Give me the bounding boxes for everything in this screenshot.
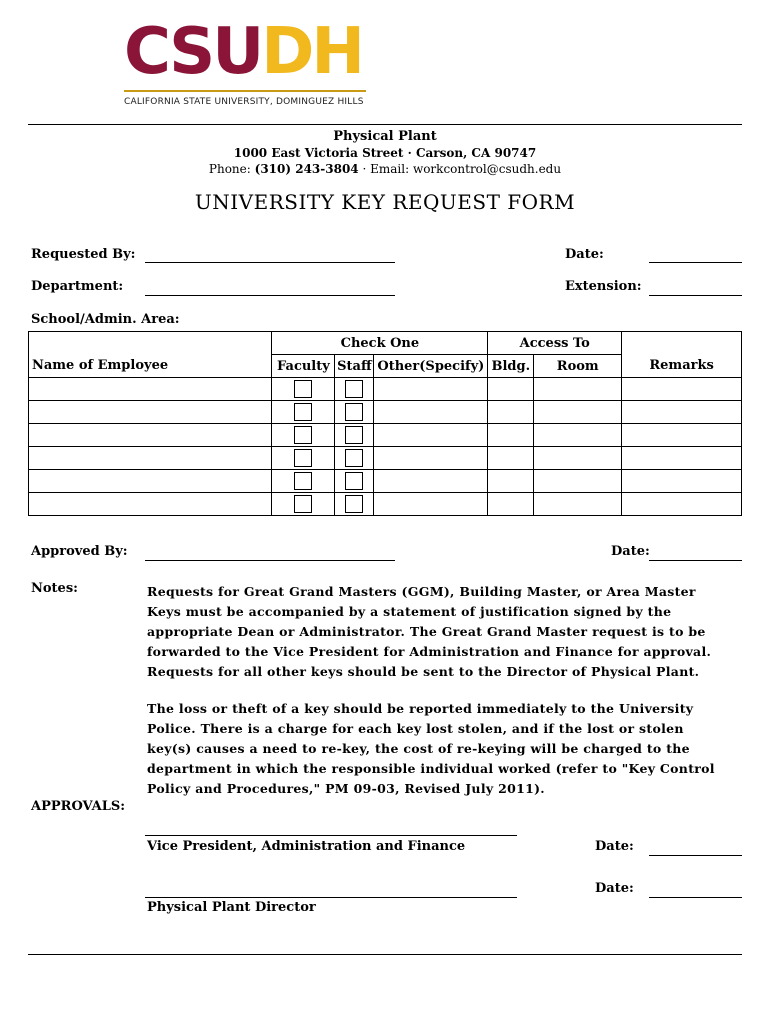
faculty-checkbox[interactable] bbox=[294, 449, 312, 467]
other-specify-cell[interactable] bbox=[374, 493, 488, 516]
vp-date-field[interactable] bbox=[649, 855, 742, 856]
faculty-checkbox[interactable] bbox=[294, 495, 312, 513]
extension-field[interactable] bbox=[649, 295, 742, 296]
staff-header: Staff bbox=[335, 355, 374, 378]
access-to-header: Access To bbox=[488, 332, 622, 355]
address: 1000 East Victoria Street · Carson, CA 90747 bbox=[233, 146, 537, 160]
remarks-cell[interactable] bbox=[622, 378, 742, 401]
faculty-cell[interactable] bbox=[272, 378, 335, 401]
other-specify-cell[interactable] bbox=[374, 378, 488, 401]
logo-subtitle: CALIFORNIA STATE UNIVERSITY, DOMINGUEZ HILLS bbox=[124, 97, 364, 107]
date-label: Date: bbox=[565, 247, 604, 262]
bldg-cell[interactable] bbox=[488, 378, 534, 401]
remarks-cell[interactable] bbox=[622, 493, 742, 516]
faculty-checkbox[interactable] bbox=[294, 426, 312, 444]
remarks-header: Remarks bbox=[622, 355, 742, 378]
name-of-employee-header: Name of Employee bbox=[29, 355, 272, 378]
vp-signature-field[interactable] bbox=[145, 835, 517, 836]
check-one-header: Check One bbox=[272, 332, 488, 355]
faculty-cell[interactable] bbox=[272, 424, 335, 447]
employee-name-cell[interactable] bbox=[29, 378, 272, 401]
contact-line bbox=[28, 162, 742, 176]
staff-cell[interactable] bbox=[335, 378, 374, 401]
logo-u: U bbox=[212, 15, 262, 89]
room-cell[interactable] bbox=[534, 493, 622, 516]
email: · Email: workcontrol@csudh.edu bbox=[362, 162, 562, 176]
employee-name-cell[interactable] bbox=[29, 401, 272, 424]
approved-date-label: Date: bbox=[611, 544, 650, 559]
remarks-cell[interactable] bbox=[622, 447, 742, 470]
requested-by-field[interactable] bbox=[145, 262, 395, 263]
bldg-cell[interactable] bbox=[488, 447, 534, 470]
logo-wordmark bbox=[124, 15, 370, 89]
staff-checkbox[interactable] bbox=[345, 495, 363, 513]
bldg-cell[interactable] bbox=[488, 401, 534, 424]
employee-name-cell[interactable] bbox=[29, 493, 272, 516]
csudh-logo bbox=[124, 15, 370, 107]
room-cell[interactable] bbox=[534, 401, 622, 424]
table-header-row-1 bbox=[29, 332, 742, 355]
room-header: Room bbox=[534, 355, 622, 378]
notes-paragraph-2 bbox=[147, 699, 722, 799]
key-request-table bbox=[28, 331, 742, 516]
faculty-cell[interactable] bbox=[272, 470, 335, 493]
staff-checkbox[interactable] bbox=[345, 449, 363, 467]
director-signature-field[interactable] bbox=[145, 897, 517, 898]
table-row bbox=[29, 493, 742, 516]
bldg-cell[interactable] bbox=[488, 493, 534, 516]
department-label: Department: bbox=[31, 279, 124, 294]
staff-checkbox[interactable] bbox=[345, 472, 363, 490]
other-specify-cell[interactable] bbox=[374, 447, 488, 470]
logo-dh: DH bbox=[261, 15, 362, 89]
director-date-field[interactable] bbox=[649, 897, 742, 898]
notes-text-2: The loss or theft of a key should be reported immediately to the University Police. There is a charge for each key lost stolen, and if the lost or stolen key(s) causes a need to re-key, the cost of re-keying will be charged to the department in which the responsible individual worked (refer to "Key Control Policy and Procedures," PM 09-03, Revised July 2011). bbox=[147, 701, 715, 796]
staff-cell[interactable] bbox=[335, 493, 374, 516]
table-row bbox=[29, 378, 742, 401]
other-header: Other(Specify) bbox=[374, 355, 488, 378]
other-specify-cell[interactable] bbox=[374, 401, 488, 424]
employee-name-cell[interactable] bbox=[29, 470, 272, 493]
key-rows bbox=[29, 378, 742, 516]
director-signature-title: Physical Plant Director bbox=[147, 900, 316, 915]
date-field[interactable] bbox=[649, 262, 742, 263]
staff-checkbox[interactable] bbox=[345, 403, 363, 421]
staff-checkbox[interactable] bbox=[345, 380, 363, 398]
vp-signature-title: Vice President, Administration and Finance bbox=[147, 839, 466, 854]
requested-by-label: Requested By: bbox=[31, 247, 136, 262]
table-header-row-2 bbox=[29, 355, 742, 378]
notes-text-1: Requests for Great Grand Masters (GGM), Building Master, or Area Master Keys must be accompanied by a statement of justification signed by the appropriate Dean or Administrator. The Great Grand Master request is to be forwarded to the Vice President for Administration and Finance for approval. Requests for all other keys should be sent to the Director of Physical Plant. bbox=[147, 584, 712, 679]
bldg-cell[interactable] bbox=[488, 470, 534, 493]
remarks-cell[interactable] bbox=[622, 424, 742, 447]
bldg-cell[interactable] bbox=[488, 424, 534, 447]
department-field[interactable] bbox=[145, 295, 395, 296]
employee-name-cell[interactable] bbox=[29, 447, 272, 470]
logo-cs: CS bbox=[124, 15, 213, 89]
room-cell[interactable] bbox=[534, 470, 622, 493]
logo-rule bbox=[124, 90, 366, 92]
approved-date-field[interactable] bbox=[649, 560, 742, 561]
approved-by-label: Approved By: bbox=[31, 544, 128, 559]
faculty-cell[interactable] bbox=[272, 447, 335, 470]
footer-rule bbox=[28, 954, 742, 955]
staff-cell[interactable] bbox=[335, 424, 374, 447]
table-row bbox=[29, 401, 742, 424]
table-row bbox=[29, 424, 742, 447]
faculty-cell[interactable] bbox=[272, 401, 335, 424]
department-heading: Physical Plant bbox=[333, 129, 437, 144]
extension-label: Extension: bbox=[565, 279, 642, 294]
approvals-label: APPROVALS: bbox=[31, 799, 126, 814]
phone-number: (310) 243-3804 bbox=[254, 162, 359, 176]
form-title: UNIVERSITY KEY REQUEST FORM bbox=[194, 190, 576, 214]
table-row bbox=[29, 470, 742, 493]
room-cell[interactable] bbox=[534, 447, 622, 470]
phone-label: Phone: bbox=[208, 162, 251, 176]
bldg-header: Bldg. bbox=[488, 355, 534, 378]
faculty-header: Faculty bbox=[272, 355, 335, 378]
staff-checkbox[interactable] bbox=[345, 426, 363, 444]
faculty-checkbox[interactable] bbox=[294, 380, 312, 398]
other-specify-cell[interactable] bbox=[374, 424, 488, 447]
employee-name-cell[interactable] bbox=[29, 424, 272, 447]
remarks-cell[interactable] bbox=[622, 470, 742, 493]
staff-cell[interactable] bbox=[335, 447, 374, 470]
other-specify-cell[interactable] bbox=[374, 470, 488, 493]
notes-paragraph-1 bbox=[147, 582, 722, 682]
staff-cell[interactable] bbox=[335, 401, 374, 424]
vp-date-label: Date: bbox=[595, 839, 634, 854]
staff-cell[interactable] bbox=[335, 470, 374, 493]
room-cell[interactable] bbox=[534, 424, 622, 447]
director-date-label: Date: bbox=[595, 881, 634, 896]
remarks-cell[interactable] bbox=[622, 401, 742, 424]
notes-label: Notes: bbox=[31, 581, 78, 596]
approved-by-field[interactable] bbox=[145, 560, 395, 561]
table-row bbox=[29, 447, 742, 470]
school-area-label: School/Admin. Area: bbox=[31, 312, 180, 327]
faculty-cell[interactable] bbox=[272, 493, 335, 516]
room-cell[interactable] bbox=[534, 378, 622, 401]
faculty-checkbox[interactable] bbox=[294, 472, 312, 490]
faculty-checkbox[interactable] bbox=[294, 403, 312, 421]
header-rule bbox=[28, 124, 742, 125]
